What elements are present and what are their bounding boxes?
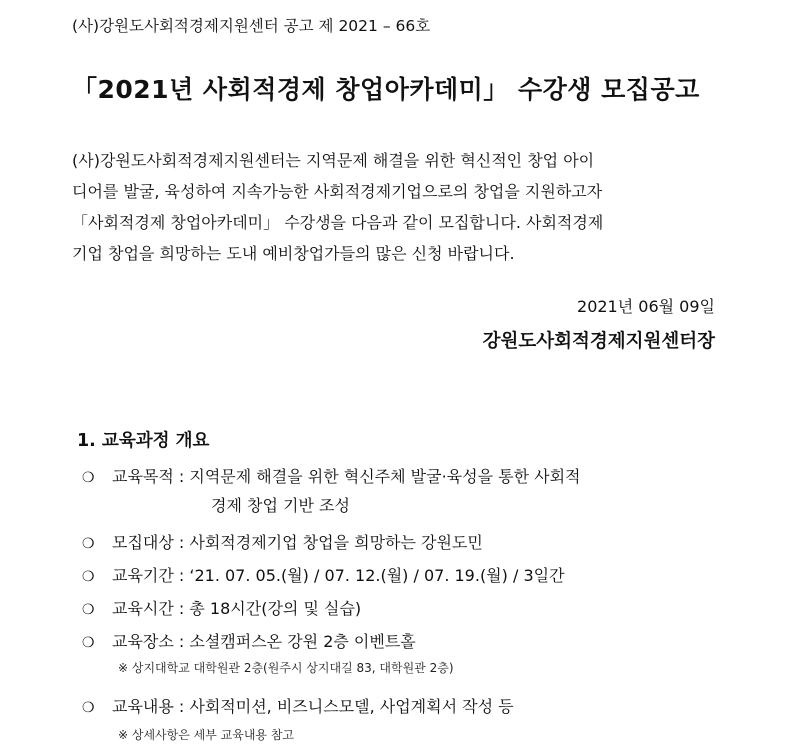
list-item-target xyxy=(82,530,483,553)
page-title: 「2021년 사회적경제 창업아카데미」 수강생 모집공고 xyxy=(72,75,700,104)
circle-bullet-icon: ❍ xyxy=(82,700,95,716)
item-continuation: 경제 창업 기반 조성 xyxy=(211,496,350,515)
intro-paragraph xyxy=(72,145,727,269)
circle-bullet-icon: ❍ xyxy=(82,602,95,618)
section-heading: 1. 교육과정 개요 xyxy=(77,431,210,451)
circle-bullet-icon: ❍ xyxy=(82,470,95,486)
item-text: 교육기간 : ‘21. 07. 05.(월) / 07. 12.(월) / 07. 19.(월) / 3일간 xyxy=(112,566,565,585)
item-text: 교육시간 : 총 18시간(강의 및 실습) xyxy=(112,599,362,618)
item-text: 교육내용 : 사회적미션, 비즈니스모델, 사업계획서 작성 등 xyxy=(112,697,514,716)
notice-date: 2021년 06월 09일 xyxy=(577,297,715,316)
list-item-hours xyxy=(82,596,361,619)
venue-note: ※ 상지대학교 대학원관 2층(원주시 상지대길 83, 대학원관 2층) xyxy=(118,661,454,675)
list-item-period xyxy=(82,563,565,586)
list-item-purpose xyxy=(82,464,580,487)
intro-line: 「사회적경제 창업아카데미」 수강생을 다음과 같이 모집합니다. 사회적경제 xyxy=(72,213,604,232)
intro-line: 기업 창업을 희망하는 도내 예비창업가들의 많은 신청 바랍니다. xyxy=(72,244,515,263)
content-note: ※ 상세사항은 세부 교육내용 참고 xyxy=(118,728,295,742)
list-item-venue xyxy=(82,629,416,652)
item-text: 모집대상 : 사회적경제기업 창업을 희망하는 강원도민 xyxy=(112,533,483,552)
list-item-content xyxy=(82,694,514,717)
circle-bullet-icon: ❍ xyxy=(82,635,95,651)
notice-number: (사)강원도사회적경제지원센터 공고 제 2021 – 66호 xyxy=(72,17,431,35)
circle-bullet-icon: ❍ xyxy=(82,569,95,585)
circle-bullet-icon: ❍ xyxy=(82,536,95,552)
intro-line: (사)강원도사회적경제지원센터는 지역문제 해결을 위한 혁신적인 창업 아이 xyxy=(72,151,595,170)
intro-line: 디어를 발굴, 육성하여 지속가능한 사회적경제기업으로의 창업을 지원하고자 xyxy=(72,182,603,201)
issuer-name: 강원도사회적경제지원센터장 xyxy=(482,331,715,352)
item-text: 교육장소 : 소셜캠퍼스온 강원 2층 이벤트홀 xyxy=(112,632,416,651)
item-text: 교육목적 : 지역문제 해결을 위한 혁신주체 발굴·육성을 통한 사회적 xyxy=(112,467,581,486)
